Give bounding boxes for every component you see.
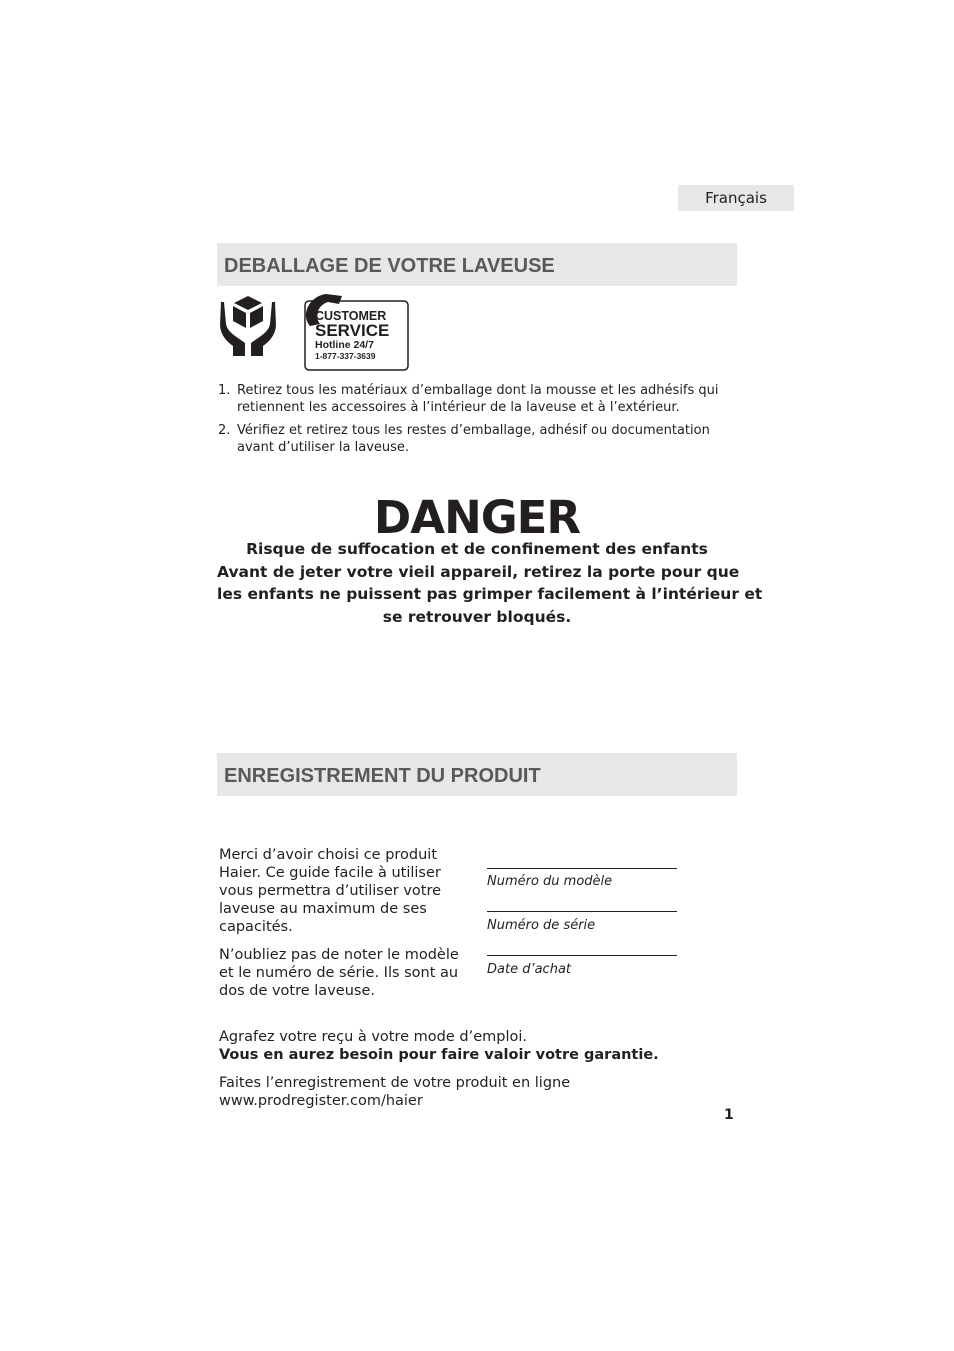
model-number-line [487,868,677,869]
danger-warning [217,538,763,628]
logo-phone-text: 1-877-337-3639 [315,351,376,361]
warranty-text: Vous en aurez besoin pour faire valoir votre garantie. [219,1047,659,1063]
serial-number-label: Numéro de série [487,918,596,933]
logo-service-text: SERVICE [315,321,390,340]
step-number: 2. [218,423,231,438]
logo-hotline-text: Hotline 24/7 [315,339,374,351]
registration-intro [219,846,469,1010]
list-item [218,422,738,456]
staple-text: Agrafez votre reçu à votre mode d’emploi. [219,1029,527,1045]
registration-notes [219,1028,739,1110]
step-text: Retirez tous les matériaux d’emballage dont la mousse et les adhésifs qui retiennent les accessoires à l’intérieur de la laveuse et à l’extérieur. [237,383,719,415]
thanks-paragraph: Merci d’avoir choisi ce produit Haier. Ce guide facile à utiliser vous permettra d’utiliser votre laveuse au maximum de ses capacités. [219,847,442,935]
step-number: 1. [218,383,231,398]
purchase-date-label: Date d’achat [487,962,572,977]
danger-line: Risque de suffocation et de confinement des enfants [246,540,708,558]
logo-customer-text: CUSTOMER [315,309,387,323]
note-paragraph: N’oubliez pas de noter le modèle et le numéro de série. Ils sont au dos de votre laveuse. [219,947,459,999]
page-number: 1 [724,1107,734,1123]
customer-service-logo [298,292,410,372]
danger-line: se retrouver bloqués. [382,607,572,626]
step-text: Vérifiez et retirez tous les restes d’emballage, adhésif ou documentation avant d’utiliser la laveuse. [237,423,710,455]
unpacking-steps [218,382,738,462]
danger-line: les enfants ne puissent pas grimper facilement à l’intérieur et [217,585,763,603]
model-number-label: Numéro du modèle [487,874,613,889]
registration-section-title: ENREGISTREMENT DU PRODUIT [217,753,737,796]
unpacking-section-title: DEBALLAGE DE VOTRE LAVEUSE [217,243,737,286]
serial-number-line [487,911,677,912]
danger-heading: DANGER [373,491,581,544]
online-registration-text: Faites l’enregistrement de votre produit en ligne [219,1075,571,1091]
danger-line: Avant de jeter votre vieil appareil, retirez la porte pour que [217,562,740,581]
registration-url: www.prodregister.com/haier [219,1093,423,1109]
handle-with-care-icon [218,294,278,358]
language-tab: Français [678,185,794,211]
purchase-date-line [487,955,677,956]
list-item [218,382,738,416]
